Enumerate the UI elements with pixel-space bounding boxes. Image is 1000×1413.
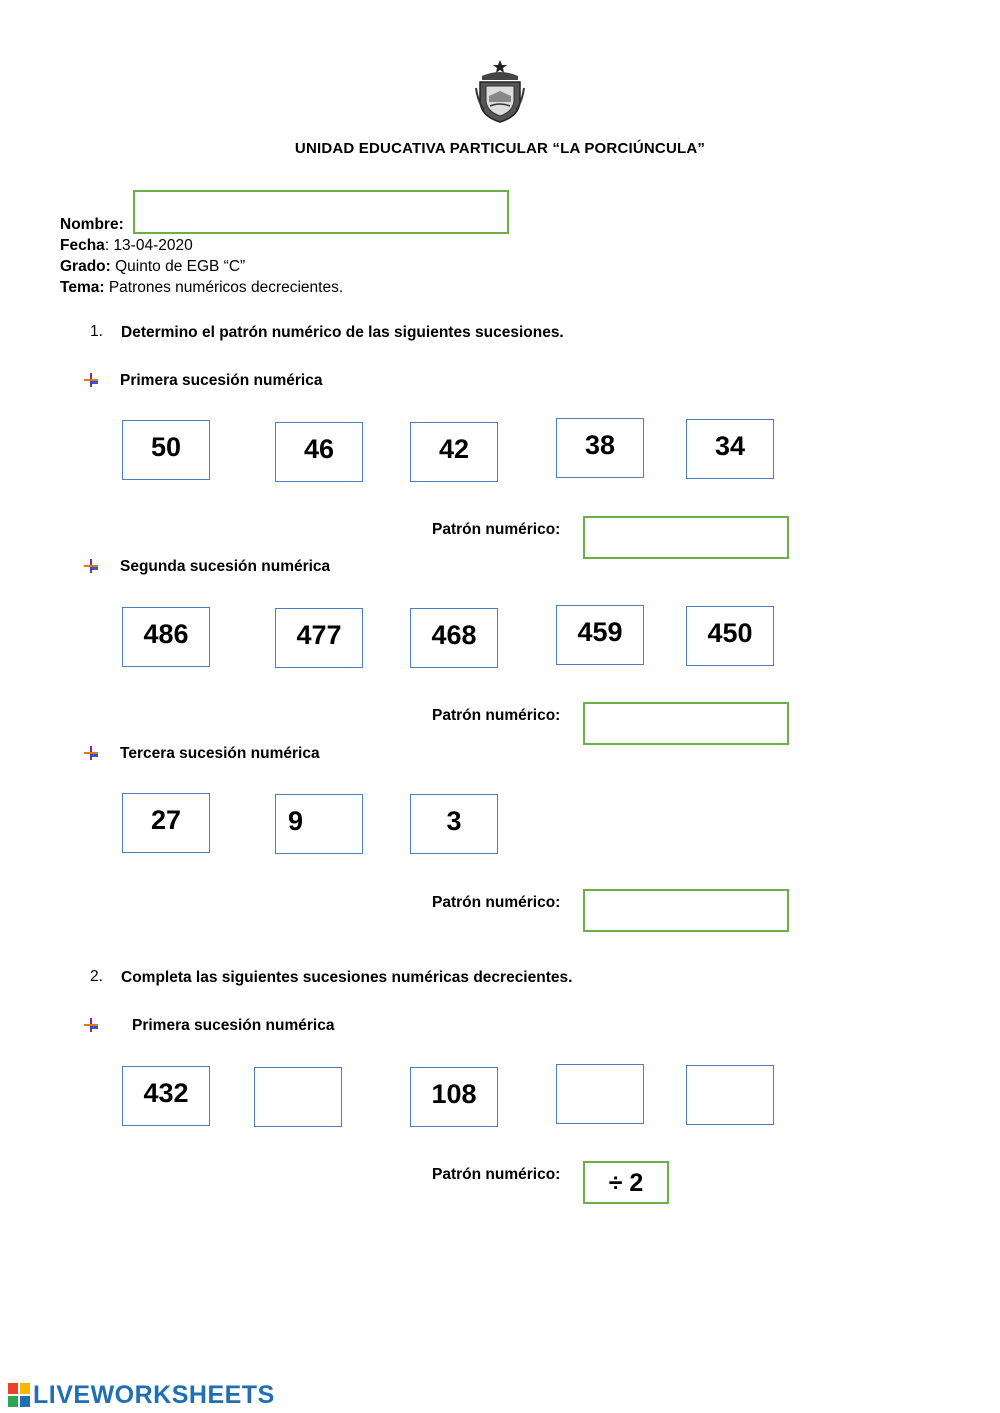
date-label: Fecha	[60, 237, 105, 254]
school-crest-icon	[474, 58, 526, 124]
name-label: Nombre:	[60, 216, 124, 233]
liveworksheets-logo-icon	[8, 1383, 30, 1407]
seq1-value-4: 38	[556, 418, 644, 478]
q2-pattern-value: ÷ 2	[583, 1161, 669, 1204]
grade-row	[60, 258, 245, 276]
pattern-input-2[interactable]	[583, 702, 789, 745]
grade-label: Grado:	[60, 258, 111, 275]
seq2-value-2: 477	[275, 608, 363, 668]
bullet-icon	[84, 559, 98, 573]
pattern-label-1: Patrón numérico:	[432, 521, 561, 538]
question-2-number: 2.	[90, 968, 103, 985]
seq1-value-3: 42	[410, 422, 498, 482]
q2-sequence-label: Primera sucesión numérica	[132, 1017, 335, 1034]
seq3-value-2: 9	[275, 794, 363, 854]
seq1-value-5: 34	[686, 419, 774, 479]
q2-input-5[interactable]	[686, 1065, 774, 1125]
sequence-3-label: Tercera sucesión numérica	[120, 745, 320, 762]
seq1-value-2: 46	[275, 422, 363, 482]
sequence-1-label: Primera sucesión numérica	[120, 372, 323, 389]
seq2-value-1: 486	[122, 607, 210, 667]
seq2-value-3: 468	[410, 608, 498, 668]
q2-value-3: 108	[410, 1067, 498, 1127]
topic-row	[60, 279, 343, 297]
pattern-input-3[interactable]	[583, 889, 789, 932]
brand-name: LIVEWORKSHEETS	[33, 1380, 275, 1409]
date-value: : 13-04-2020	[104, 237, 193, 254]
pattern-label-3: Patrón numérico:	[432, 894, 561, 911]
footer-brand	[8, 1380, 275, 1410]
pattern-label-2: Patrón numérico:	[432, 707, 561, 724]
pattern-input-1[interactable]	[583, 516, 789, 559]
sequence-2-label: Segunda sucesión numérica	[120, 558, 331, 575]
question-1-number: 1.	[90, 323, 103, 340]
topic-value: Patrones numéricos decrecientes.	[104, 279, 344, 296]
seq3-value-3: 3	[410, 794, 498, 854]
q2-pattern-label: Patrón numérico:	[432, 1166, 561, 1183]
bullet-icon	[84, 746, 98, 760]
seq2-value-5: 450	[686, 606, 774, 666]
school-title: UNIDAD EDUCATIVA PARTICULAR “LA PORCIÚNCULA”	[294, 140, 706, 157]
seq2-value-4: 459	[556, 605, 644, 665]
q2-value-1: 432	[122, 1066, 210, 1126]
bullet-icon	[84, 1018, 98, 1032]
grade-value: Quinto de EGB “C”	[110, 258, 246, 275]
seq1-value-1: 50	[122, 420, 210, 480]
date-row	[60, 237, 193, 255]
name-row	[60, 216, 124, 234]
question-2-text: Completa las siguientes sucesiones numéricas decrecientes.	[121, 969, 573, 986]
question-1-text: Determino el patrón numérico de las siguientes sucesiones.	[121, 324, 564, 341]
q2-input-2[interactable]	[254, 1067, 342, 1127]
q2-input-4[interactable]	[556, 1064, 644, 1124]
seq3-value-1: 27	[122, 793, 210, 853]
bullet-icon	[84, 373, 98, 387]
name-input[interactable]	[133, 190, 509, 234]
topic-label: Tema:	[60, 279, 105, 296]
